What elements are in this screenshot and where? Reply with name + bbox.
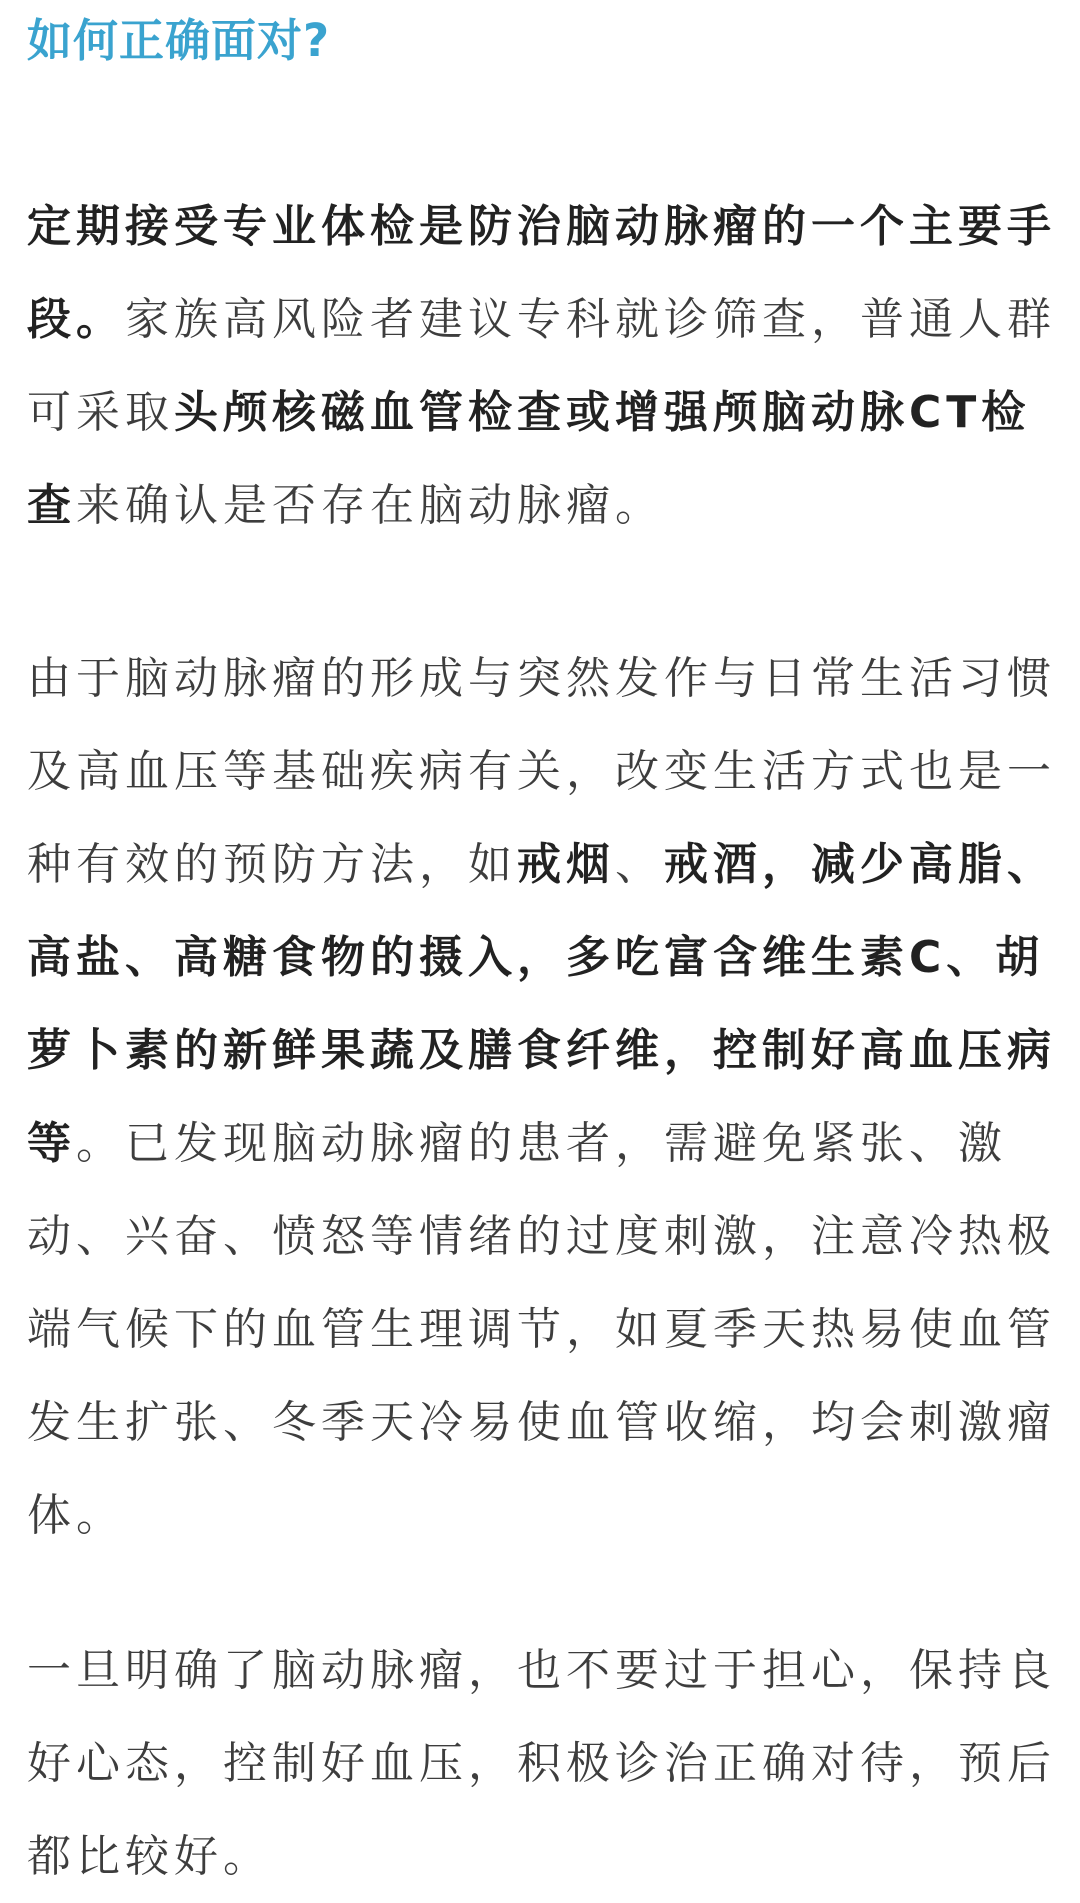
bold-text: 定期接受专业体检是防治脑动脉瘤的一个主要手段。 bbox=[27, 201, 1056, 345]
bold-text: 头颅核磁血管检查或增强颅脑动脉CT检查 bbox=[27, 387, 1031, 531]
body-text: 、 bbox=[615, 839, 664, 890]
section-heading: 如何正确面对? bbox=[27, 14, 331, 67]
body-text: 来确认是否存在脑动脉瘤。 bbox=[76, 480, 664, 531]
paragraph-checkup bbox=[27, 180, 1057, 552]
bold-text: 戒烟 bbox=[517, 839, 615, 890]
body-text: 。已发现脑动脉瘤的患者，需避免紧张、激动、兴奋、愤怒等情绪的过度刺激，注意冷热极端气候下的血管生理调节，如夏季天热易使血管发生扩张、冬季天冷易使血管收缩，均会刺激瘤体。 bbox=[27, 1118, 1056, 1541]
paragraph-prevention bbox=[27, 632, 1057, 1562]
body-text: 家族高风险者建议专科就诊筛查，普通人群可采取 bbox=[27, 294, 1056, 438]
paragraph-reassurance bbox=[27, 1624, 1057, 1903]
bold-text: 戒酒，减少高脂、高盐、高糖食物的摄入，多吃富含维生素C、胡萝卜素的新鲜果蔬及膳食纤维，控制好高血压病等 bbox=[27, 839, 1056, 1169]
body-text: 一旦明确了脑动脉瘤，也不要过于担心，保持良好心态，控制好血压，积极诊治正确对待，预后都比较好。 bbox=[27, 1645, 1056, 1882]
body-text: 由于脑动脉瘤的形成与突然发作与日常生活习惯及高血压等基础疾病有关，改变生活方式也是一种有效的预防方法，如 bbox=[27, 653, 1056, 890]
